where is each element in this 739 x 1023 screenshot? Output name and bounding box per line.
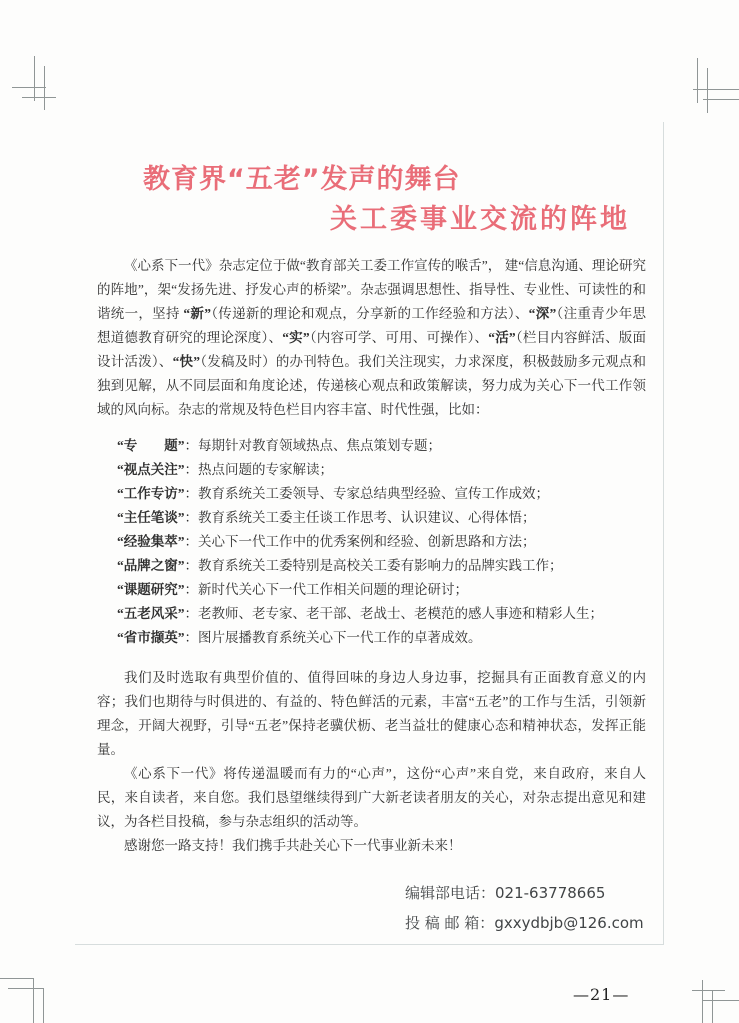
feature-desc: ：新时代关心下一代工作相关问题的理论研讨；	[184, 582, 468, 597]
feature-row	[117, 434, 646, 458]
page-edge-right	[663, 122, 664, 944]
page-edge-bottom	[75, 944, 664, 945]
keyword-lively: “活”	[488, 330, 516, 345]
feature-name: “经验集萃”	[117, 534, 185, 549]
phone-value: 021-63778665	[495, 884, 606, 902]
intro-text: （发稿及时）的办刊特色。我们关注现实，力求深度，积极鼓励多元观点和独到见解，从不同层面和角度论述，传递核心观点和政策解读，努力成为关心下一代工作领域的风向标。杂志的常规及特色栏目内容丰富、时代性强，比如：	[97, 354, 647, 417]
crop-mark-bottom-right	[702, 1000, 739, 1001]
feature-name: “五老风采”	[117, 606, 185, 621]
crop-mark-bottom-right	[712, 990, 713, 1023]
feature-desc: ：热点问题的专家解读；	[184, 462, 333, 477]
crop-mark-top-right	[697, 58, 698, 103]
feature-row	[117, 554, 646, 578]
feature-desc: ：教育系统关工委领导、专家总结典型经验、宣传工作成效；	[184, 486, 549, 501]
intro-text: 《心系下一代》杂志定位于做“教育部关工委工作宣传的喉舌”， 建“信息沟通、理论研究的阵地”，架“发扬先进、抒发心声的桥梁”。杂志强调思想性、指导性、专业性、可读性的和谐统一，坚持	[97, 258, 646, 321]
headline-line-2: 关工委事业交流的阵地	[330, 204, 630, 235]
intro-text: （内容可学、可用、可操作）、	[309, 330, 489, 345]
page-content	[97, 160, 646, 938]
feature-row	[117, 578, 646, 602]
feature-desc: ：教育系统关工委特别是高校关工委有影响力的品牌实践工作；	[184, 558, 563, 573]
feature-desc: ：每期针对教育领域热点、焦点策划专题；	[184, 438, 441, 453]
feature-desc: ：老教师、老专家、老干部、老战士、老模范的感人事迹和精彩人生；	[184, 606, 603, 621]
contact-email-line	[405, 908, 646, 938]
feature-name: “视点关注”	[117, 462, 185, 477]
page-number: —21—	[573, 985, 630, 1004]
crop-mark-bottom-left	[0, 978, 34, 979]
paragraph-voice: 《心系下一代》将传递温暖而有力的“心声”，这份“心声”来自党，来自政府，来自人民，来自读者，来自您。我们恳望继续得到广大新老读者朋友的关心，对杂志提出意见和建议，为各栏目投稿，参与杂志组织的活动等。	[97, 766, 646, 829]
crop-mark-bottom-left	[33, 978, 34, 1023]
email-label: 投 稿 邮 箱：	[405, 914, 495, 932]
keyword-practical: “实”	[282, 330, 310, 345]
crop-mark-bottom-right	[702, 980, 703, 1023]
feature-row	[117, 458, 646, 482]
keyword-fast: “快”	[172, 354, 201, 369]
crop-mark-top-right	[707, 68, 708, 113]
contact-block	[405, 878, 646, 938]
crop-mark-top-left	[22, 97, 56, 98]
contact-phone-line	[405, 878, 646, 908]
feature-name: “主任笔谈”	[117, 510, 185, 525]
keyword-new: “新”	[183, 306, 211, 321]
intro-paragraph	[97, 254, 646, 422]
intro-text: （栏目内容鲜活、版面设计活泼）、	[97, 330, 647, 369]
feature-row	[117, 626, 646, 650]
paragraph-engagement: 我们及时选取有典型价值的、值得回味的身边人身边事，挖掘具有正面教育意义的内容；我们也期待与时俱进的、有益的、特色鲜活的元素，丰富“五老”的工作与生活，引领新理念，开阔大视野，引导“五老”保持老骥伏枥、老当益壮的健康心态和精神状态，发挥正能量。	[97, 670, 646, 757]
feature-row	[117, 506, 646, 530]
feature-row	[117, 482, 646, 506]
crop-mark-top-right	[703, 99, 739, 100]
feature-name: “品牌之窗”	[117, 558, 185, 573]
feature-name: “课题研究”	[117, 582, 185, 597]
column-feature-list	[97, 434, 646, 650]
crop-mark-top-left	[44, 66, 45, 110]
feature-row	[117, 602, 646, 626]
headline-line-1: 教育界“五老”发声的舞台	[143, 164, 461, 195]
feature-row	[117, 530, 646, 554]
paragraph-thanks: 感谢您一路支持！我们携手共赴关心下一代事业新未来！	[124, 838, 462, 853]
keyword-deep: “深”	[528, 306, 557, 321]
feature-desc: ：关心下一代工作中的优秀案例和经验、创新思路和方法；	[184, 534, 536, 549]
phone-label: 编辑部电话：	[405, 884, 496, 902]
crop-mark-top-left	[12, 87, 46, 88]
magazine-headline	[97, 160, 646, 240]
feature-name: “专 题”	[117, 438, 185, 453]
feature-desc: ：教育系统关工委主任谈工作思考、认识建议、心得体悟；	[184, 510, 536, 525]
crop-mark-bottom-left	[43, 988, 44, 1023]
crop-mark-bottom-left	[8, 988, 44, 989]
feature-desc: ：图片展播教育系统关心下一代工作的卓著成效。	[184, 630, 482, 645]
crop-mark-top-right	[693, 89, 739, 90]
crop-mark-bottom-right	[692, 990, 725, 991]
intro-text: （传递新的理论和观点，分享新的工作经验和方法）、	[210, 306, 529, 321]
feature-name: “工作专访”	[117, 486, 185, 501]
email-value: gxxydbjb@126.com	[494, 914, 644, 932]
crop-mark-top-left	[34, 56, 35, 101]
feature-name: “省市撷英”	[117, 630, 185, 645]
intro-text: （注重青少年思想道德教育研究的理论深度）、	[97, 306, 647, 345]
